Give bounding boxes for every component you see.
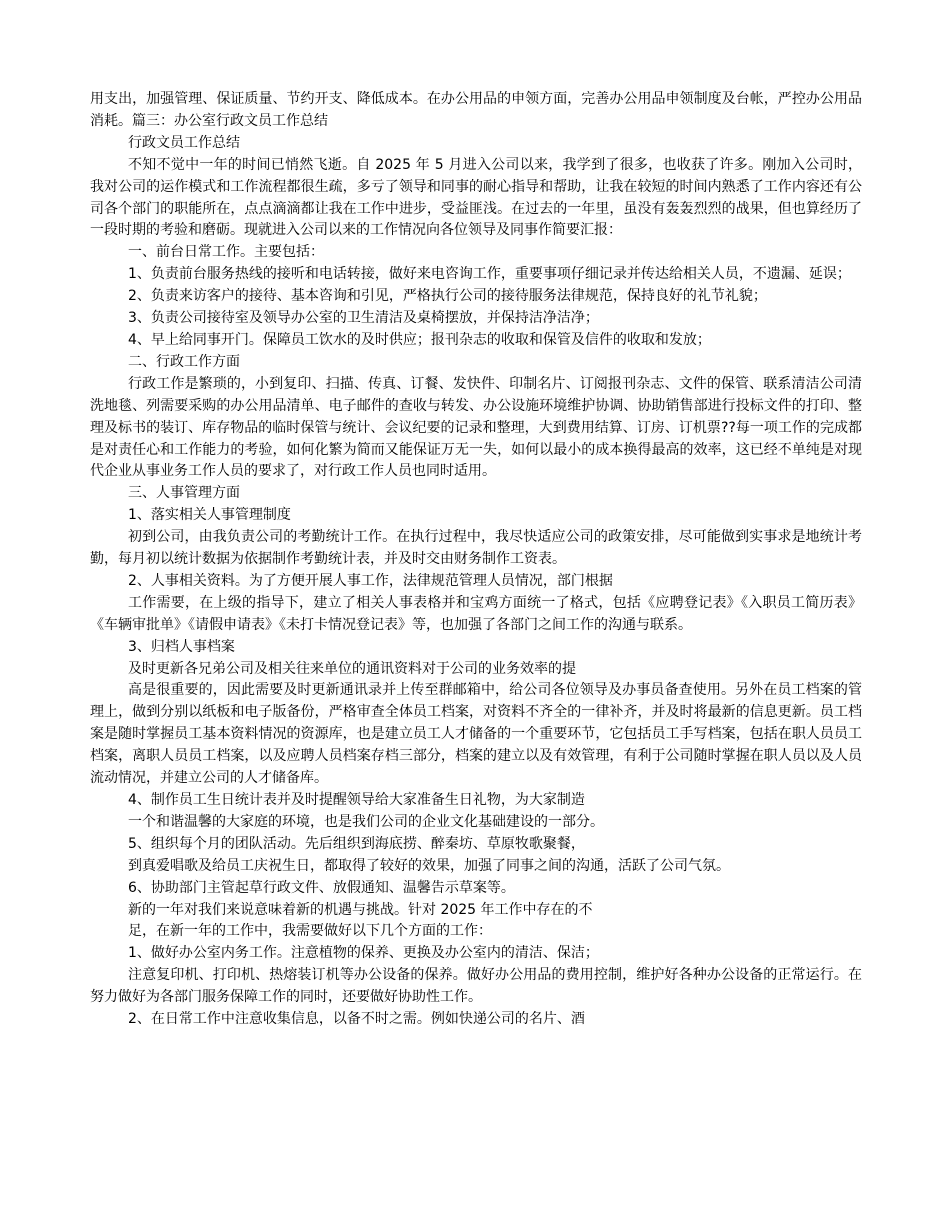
list-item: 3、归档人事档案: [128, 638, 235, 655]
list-item: 2、在日常工作中注意收集信息，以备不时之需。例如快递公司的名片、酒: [128, 1011, 585, 1028]
list-item: 1、落实相关人事管理制度: [128, 507, 291, 524]
paragraph: 新的一年对我们来说意味着新的机遇与挑战。针对 2025 年工作中存在的不: [128, 901, 593, 918]
list-item: 2、人事相关资料。为了方便开展人事工作，法律规范管理人员情况，部门根据: [128, 572, 613, 589]
paragraph: 不知不觉中一年的时间已悄然飞逝。自 2025 年 5 月进入公司以来，我学到了很多，也收获了许多。刚加入公司时，我对公司的运作模式和工作流程都很生疏，多亏了领导和同事的耐心指导和帮助，让我在较短的时间内熟悉了工作内容还有公司各个部门的职能所在，点点滴滴都让我在工作中进步，受益匪浅。在过去的一年里，虽没有轰轰烈烈的战果，但也算经历了一段时期的考验和磨砺。现就进入公司以来的工作情况向各位领导及同事作简要汇报：: [90, 156, 862, 239]
list-item: 2、负责来访客户的接待、基本咨询和引见，严格执行公司的接待服务法律规范，保持良好的礼节礼貌；: [128, 288, 767, 305]
paragraph: 初到公司，由我负责公司的考勤统计工作。在执行过程中，我尽快适应公司的政策安排，尽可能做到实事求是地统计考勤，每月初以统计数据为依据制作考勤统计表，并及时交由财务制作工资表。: [90, 529, 862, 568]
paragraph: 注意复印机、打印机、热熔装订机等办公设备的保养。做好办公用品的费用控制，维护好各种办公设备的正常运行。在努力做好为各部门服务保障工作的同时，还要做好协助性工作。: [90, 967, 862, 1006]
paragraph: 工作需要，在上级的指导下，建立了相关人事表格并和宝鸡方面统一了格式，包括《应聘登记表》《入职员工简历表》《车辆审批单》《请假申请表》《未打卡情况登记表》等，也加强了各部门之间工作的沟通与联系。: [90, 594, 862, 633]
list-item: 5、组织每个月的团队活动。先后组织到海底捞、醉秦坊、草原牧歌聚餐，: [128, 835, 585, 852]
list-item: 4、早上给同事开门。保障员工饮水的及时供应；报刊杂志的收取和保管及信件的收取和发放；: [128, 331, 711, 348]
list-item: 6、协助部门主管起草行政文件、放假通知、温馨告示草案等。: [128, 879, 515, 896]
paragraph: 用支出，加强管理、保证质量、节约开支、降低成本。在办公用品的申领方面，完善办公用品申领制度及台帐，严控办公用品消耗。篇三：办公室行政文员工作总结: [90, 91, 862, 129]
paragraph: 足，在新一年的工作中，我需要做好以下几个方面的工作：: [128, 923, 492, 940]
paragraph: 行政工作是繁琐的，小到复印、扫描、传真、订餐、发快件、印制名片、订阅报刊杂志、文件的保管、联系清洁公司清洗地毯、列需要采购的办公用品清单、电子邮件的查收与转发、办公设施环境维护协调、协助销售部进行投标文件的打印、整理及标书的装订、库存物品的临时保管与统计、会议纪要的记录和整理，大到费用结算、订房、订机票??每一项工作的完成都是对责任心和工作能力的考验，如何化繁为简而又能保证万无一失，如何以最小的成本换得最高的效率，这已经不单纯是对现代企业从事业务工作人员的要求了，对行政工作人员也同时适用。: [90, 375, 862, 480]
paragraph: 高是很重要的，因此需要及时更新通讯录并上传至群邮箱中，给公司各位领导及办事员备查使用。另外在员工档案的管理上，做到分别以纸板和电子版备份，严格审查全体员工档案，对资料不齐全的一律补齐，并及时将最新的信息更新。员工档案是随时掌握员工基本资料情况的资源库，也是建立员工人才储备的一个重要环节，它包括员工手写档案，包括在职人员员工档案，离职人员员工档案，以及应聘人员档案存档三部分，档案的建立以及有效管理，有利于公司随时掌握在职人员以及人员流动情况，并建立公司的人才储备库。: [90, 682, 862, 787]
paragraph: 一个和谐温馨的大家庭的环境，也是我们公司的企业文化基础建设的一部分。: [128, 813, 604, 830]
paragraph: 及时更新各兄弟公司及相关往来单位的通讯资料对于公司的业务效率的提: [128, 660, 576, 677]
list-item: 1、负责前台服务热线的接听和电话转接，做好来电咨询工作，重要事项仔细记录并传达给相关人员，不遗漏、延误；: [128, 266, 851, 283]
list-item: 1、做好办公室内务工作。注意植物的保养、更换及办公室内的清洁、保洁；: [128, 945, 599, 962]
section-title: 行政文员工作总结: [128, 134, 240, 151]
document-page: [90, 89, 862, 1031]
section-heading: 二、行政工作方面: [128, 353, 240, 370]
section-heading: 三、人事管理方面: [128, 485, 240, 502]
list-item: 4、制作员工生日统计表并及时提醒领导给大家准备生日礼物，为大家制造: [128, 792, 585, 808]
list-item: 3、负责公司接待室及领导办公室的卫生清洁及桌椅摆放，并保持洁净洁净；: [128, 310, 599, 327]
section-heading: 一、前台日常工作。主要包括：: [128, 244, 324, 261]
paragraph: 到真爱唱歌及给员工庆祝生日，都取得了较好的效果，加强了同事之间的沟通，活跃了公司气氛。: [128, 857, 730, 874]
